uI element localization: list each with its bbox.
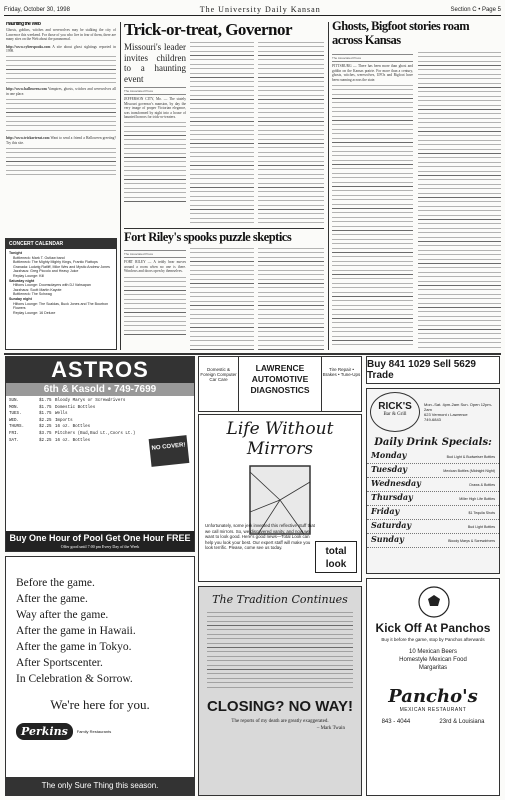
daily-special-day: Monday	[371, 450, 407, 460]
perkins-copy	[6, 557, 194, 687]
concert-listing: Bottleneck: The Schwag	[13, 292, 52, 297]
ricks-phone: 749-6843	[424, 417, 441, 422]
daily-special-text: Mexican Bottles (Midnight Night)	[443, 469, 495, 473]
daily-specials-list	[367, 450, 499, 548]
concert-listing: Hiltons Lounge: Doomsdayers with DJ Vahsapan	[13, 283, 91, 288]
web-item	[6, 87, 116, 96]
story-divider	[124, 228, 324, 229]
tradition-signature: – Mark Twain	[316, 726, 345, 731]
tradition-offer: CLOSING? NO WAY!	[206, 698, 354, 715]
no-cover-badge: NO COVER!	[149, 435, 190, 467]
panchos-tag: MEXICAN RESTAURANT	[399, 707, 467, 713]
tradition-quote: The reports of my death are greatly exaggerated.	[231, 719, 329, 724]
panchos-menu-item: Margaritas	[418, 665, 448, 671]
astros-special-day: WED.	[9, 418, 20, 423]
astros-special-price: $1.75	[39, 412, 52, 417]
concert-section-label: Saturday night	[9, 278, 35, 283]
daily-special-row	[367, 492, 499, 506]
concert-listing: Hiltons Lounge: The Scaldas, Buck Jones and The Bourbon Flowers	[13, 301, 109, 311]
astros-special-row	[6, 411, 194, 418]
perkins-logo-sub: Family Restaurants	[76, 729, 112, 734]
story-governor	[124, 20, 324, 226]
ricks-address: 623 Vermont • Lawrence	[424, 412, 468, 417]
astros-special-price: $2.25	[39, 418, 52, 423]
buy-sell-ad	[366, 356, 500, 384]
mirrors-title: Life Without Mirrors	[226, 419, 334, 459]
daily-special-row	[367, 520, 499, 534]
astros-special-day: SUN.	[9, 399, 20, 403]
web-column-heading: Haunting the Web	[6, 22, 41, 27]
panchos-menu-item: 10 Mexican Beers	[408, 649, 458, 655]
perkins-tagline: We're here for you.	[50, 697, 150, 712]
column-divider	[328, 22, 329, 350]
daily-special-day: Wednesday	[371, 478, 421, 488]
perkins-line: Way after the game.	[16, 609, 109, 621]
mirrors-body: Unfortunately, some jerk invented this reflective stuff that we call mirrors. So, we discovered vanity, and now we want to look good. Here's good news—Total Look can help you look your best. Our expert staff will make you look terrific. Please, come see us today.	[205, 523, 315, 551]
buy-sell-text: Buy 841 1029 Sell 5629 Trade	[367, 359, 476, 381]
concert-section-label: Sunday night	[9, 296, 32, 301]
text-block	[207, 612, 353, 690]
issue-date: Friday, October 30, 1998	[4, 6, 70, 13]
concert-listing: Replay Lounge: Kill	[13, 273, 44, 278]
astros-special-item: Bloody Marys or Screwdrivers	[55, 399, 126, 403]
daily-special-day: Friday	[371, 506, 400, 516]
concert-calendar-title: CONCERT CALENDAR	[6, 239, 116, 249]
concert-calendar	[5, 238, 117, 350]
section-label: Section C • Page 5	[450, 6, 501, 13]
text-block	[332, 85, 413, 345]
story-headline: Trick-or-treat, Governor	[124, 20, 293, 39]
concert-section-label: Tonight	[9, 251, 22, 255]
ricks-sub: Bar & Grill	[383, 412, 407, 417]
panchos-menu-item: Homestyle Mexican Food	[399, 657, 467, 663]
tradition-title: The Tradition Continues	[212, 593, 348, 606]
tradition-ad	[198, 586, 362, 796]
daily-special-day: Thursday	[371, 492, 413, 502]
astros-special-price: $3.75	[39, 431, 52, 436]
daily-special-row	[367, 450, 499, 464]
web-item	[6, 136, 116, 145]
ricks-logo	[370, 392, 420, 432]
daily-special-row	[367, 464, 499, 478]
astros-special-day: FRI.	[9, 431, 20, 436]
astros-special-item: 16 oz. Bottles	[55, 438, 91, 443]
astros-promo: Buy One Hour of Pool Get One Hour FREE	[9, 533, 191, 543]
soccer-ball-icon	[417, 585, 451, 619]
perkins-line: After Sportscenter.	[16, 657, 103, 669]
panchos-phone: 843 - 4044	[381, 719, 411, 725]
text-block	[258, 42, 324, 224]
total-look-logo: total look	[315, 541, 357, 573]
concert-listing: Jazzhaus: Scott Martin Kayote	[13, 287, 62, 292]
panchos-subhead: Buy it before the game, stop by Panchos afterwards	[381, 637, 485, 642]
ricks-hours: Mon.-Sat. 4pm-2am Sun. Open 12pm-2am	[424, 402, 493, 412]
daily-special-day: Sunday	[371, 534, 404, 544]
story-headline: Ghosts, Bigfoot stories roam across Kansas	[332, 19, 470, 47]
astros-special-item: Imports	[55, 418, 73, 423]
astros-special-day: MON.	[9, 405, 20, 410]
perkins-line: In Celebration & Sorrow.	[16, 673, 133, 685]
panchos-menu	[367, 648, 499, 672]
panchos-ad	[366, 578, 500, 796]
perkins-footer: The only Sure Thing this season.	[6, 777, 194, 795]
daily-special-day: Tuesday	[371, 464, 408, 474]
astros-special-row	[6, 424, 194, 431]
daily-special-day: Saturday	[371, 520, 412, 530]
astros-special-day: TUES.	[9, 412, 22, 417]
web-item-desc: A site about ghost sightings reported in 1998.	[6, 44, 116, 54]
astros-logo: ASTROS	[6, 357, 194, 383]
concert-calendar-body	[6, 249, 116, 317]
perkins-line: After the game in Tokyo.	[16, 641, 132, 653]
perkins-line: After the game in Hawaii.	[16, 625, 136, 637]
astros-special-price: $1.75	[39, 399, 52, 403]
story-lead: JEFFERSON CITY, Mo. — The stately Missouri governor's mansion, by day the very image of proper Victorian elegance, was transformed by night into a house of haunted horrors for trick-or-treaters.	[124, 97, 186, 120]
story-credit: The Associated Press	[332, 54, 413, 62]
perkins-logo: Perkins	[16, 723, 73, 740]
daily-special-text: Bud Light Bottles	[467, 525, 495, 529]
astros-promo-note: Offer good until 7:00 pm Every Day of the Week	[60, 544, 140, 549]
concert-listing: Granada: Ludwig Ratliff, Mike Wes and Mystic Andrew Jones	[13, 264, 110, 269]
automotive-name: LAWRENCE AUTOMOTIVE DIAGNOSTICS	[250, 363, 310, 395]
daily-special-row	[367, 478, 499, 492]
astros-special-price: $2.25	[39, 438, 52, 443]
ads-divider	[4, 353, 501, 355]
ricks-name: RICK'S	[378, 401, 412, 412]
web-item-desc: Vampires, ghosts, witches and werewolves all in one place.	[6, 87, 116, 96]
perkins-line: Before the game.	[16, 577, 95, 589]
column-divider	[120, 22, 121, 350]
story-fort-riley	[124, 230, 324, 350]
astros-address: 6th & Kasold • 749-7699	[6, 383, 194, 396]
text-block	[418, 52, 501, 350]
panchos-headline: Kick Off At Panchos	[375, 621, 491, 635]
astros-special-item: 16 oz. Bottles	[55, 425, 91, 430]
daily-special-text: Draws & Bottles	[469, 483, 495, 487]
text-block	[190, 248, 254, 350]
panchos-logo: Pancho's	[388, 686, 478, 707]
daily-special-row	[367, 534, 499, 548]
astros-special-item: Wells	[55, 412, 68, 417]
concert-listing: Replay Lounge: 16 Deluxe	[13, 310, 56, 315]
text-block	[6, 99, 116, 133]
web-item	[6, 45, 116, 54]
text-block	[6, 148, 116, 178]
astros-special-price: $1.75	[39, 405, 52, 410]
daily-specials-title: Daily Drink Specials:	[374, 437, 492, 448]
web-item-desc: Want to send a friend a Halloween greeting? Try this site.	[6, 136, 116, 145]
daily-special-text: Bloody Marys & Screwdrivers	[448, 539, 495, 543]
astros-special-row	[6, 418, 194, 425]
daily-special-text: Bud Light & Budweiser Bottles	[446, 455, 495, 459]
web-intro: Ghosts, goblins, witches and werewolves may be stalking the city of Lawrence this weekend. For those of you who live in fear of them, there are many sites on the Web about the paranormal.	[6, 28, 116, 42]
text-block	[190, 42, 254, 224]
automotive-ad	[198, 356, 362, 412]
astros-special-row	[6, 405, 194, 412]
page-header	[4, 4, 501, 16]
daily-special-row	[367, 506, 499, 520]
story-lead: FORT RILEY — A teddy bear moves around a room when no one is there. Windows and doors open by themselves.	[124, 260, 186, 274]
text-block	[6, 56, 116, 84]
concert-listing: Bottleneck: The Mighty Mighty Kings, Frantic Flattops	[13, 260, 98, 265]
astros-special-item: Domestic Bottles	[55, 405, 96, 410]
web-sites-column	[6, 22, 116, 234]
automotive-right: Tire Repair • Brakes • Tune-Ups	[321, 357, 361, 411]
story-bigfoot	[332, 20, 501, 350]
astros-special-day: SAT.	[9, 438, 20, 443]
perkins-line: After the game.	[16, 593, 88, 605]
perkins-ad	[5, 556, 195, 796]
mirrors-ad	[198, 414, 362, 582]
concert-listing: Bottleneck: Mark T. Outlaw band	[13, 255, 65, 260]
ricks-ad	[366, 388, 500, 574]
astros-special-price: $2.25	[39, 425, 52, 430]
concert-listing: Jazzhaus: Greg Piccolo and Heavy Juice	[13, 269, 79, 274]
astros-special-day: THURS.	[9, 425, 25, 430]
story-lead: PITTSBURG — There has been more than ghost and goblin on the Kansas prairie. For more than a century, ghosts, witches, werewolves, UFOs and Bigfoot have been roaming across the state.	[332, 64, 413, 82]
daily-special-text: $1 Tequila Shots	[468, 511, 495, 515]
astros-special-row	[6, 398, 194, 405]
story-credit: The Associated Press	[124, 87, 186, 95]
astros-special-item: Pitchers (Bud,Bud Lt.,Coors Lt.)	[55, 431, 136, 436]
masthead: The University Daily Kansan	[199, 5, 321, 14]
daily-special-text: Miller High Life Bottles	[459, 497, 495, 501]
text-block	[258, 248, 324, 350]
automotive-left: Domestic & Foreign Computer Car Care	[199, 357, 239, 411]
astros-ad	[5, 356, 195, 552]
panchos-address: 23rd & Louisiana	[439, 719, 485, 725]
story-credit: The Associated Press	[124, 250, 186, 258]
story-headline: Fort Riley's spooks puzzle skeptics	[124, 230, 292, 244]
text-block	[124, 277, 186, 337]
story-deck: Missouri's leader invites children to a haunting event	[124, 42, 186, 84]
web-item-url[interactable]: http://www.trickortreat.com	[6, 136, 50, 141]
text-block	[124, 122, 186, 202]
web-item-url[interactable]: http://www.halloween.com	[6, 87, 47, 92]
web-item-url[interactable]: http://www.cyberspooks.com	[6, 44, 51, 49]
